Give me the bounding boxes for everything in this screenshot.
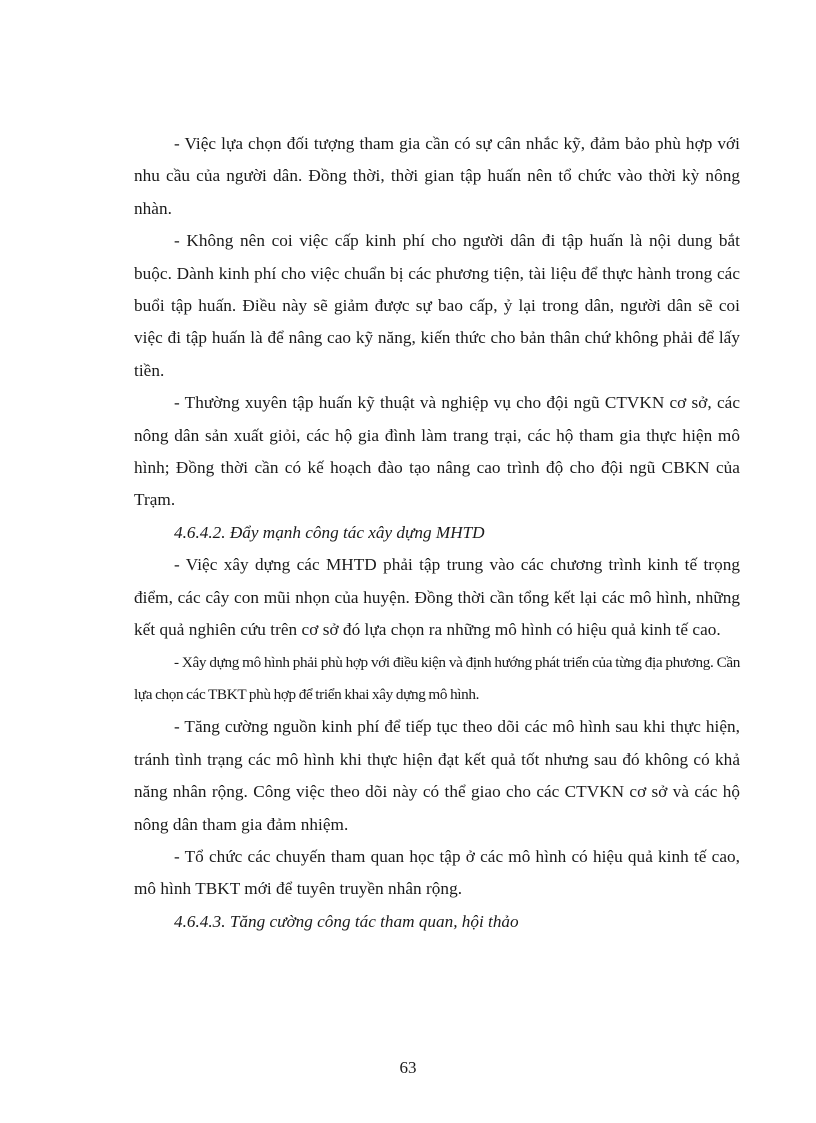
section-heading-4-6-4-3: 4.6.4.3. Tăng cường công tác tham quan, hội thảo [174,911,519,931]
paragraph-model-suitability: - Xây dựng mô hình phải phù hợp với điều kiện và định hướng phát triển của từng địa phương. Cần lựa chọn các TBKT phù hợp để triển khai xây dựng mô hình. [134,653,740,703]
paragraph-regular-training: - Thường xuyên tập huấn kỹ thuật và nghiệp vụ cho đội ngũ CTVKN cơ sở, các nông dân sản xuất giỏi, các hộ gia đình làm trang trại, các hộ tham gia thực hiện mô hình; Đồng thời cần có kế hoạch đào tạo nâng cao trình độ cho đội ngũ CBKN của Trạm. [134,393,740,510]
paragraph-training-funding: - Không nên coi việc cấp kinh phí cho người dân đi tập huấn là nội dung bắt buộc. Dành kinh phí cho việc chuẩn bị các phương tiện, tài liệu để thực hành trong các buổi tập huấn. Điều này sẽ giảm được sự bao cấp, ỷ lại trong dân, người dân sẽ coi việc đi tập huấn là để nâng cao kỹ năng, kiến thức cho bản thân chứ không phải để lấy tiền. [134,231,740,380]
section-heading-4-6-4-2: 4.6.4.2. Đẩy mạnh công tác xây dựng MHTD [174,522,485,542]
paragraph-study-tours: - Tổ chức các chuyến tham quan học tập ở các mô hình có hiệu quả kinh tế cao, mô hình TBKT mới để tuyên truyền nhân rộng. [134,846,740,899]
paragraph-monitoring-funding: - Tăng cường nguồn kinh phí để tiếp tục theo dõi các mô hình sau khi thực hiện, tránh tình trạng các mô hình khi thực hiện đạt kết quả tốt nhưng sau đó không có khả năng nhân rộng. Công việc theo dõi này có thể giao cho các CTVKN cơ sở và các hộ nông dân tham gia đảm nhiệm. [134,717,740,834]
paragraph-participant-selection: - Việc lựa chọn đối tượng tham gia cần có sự cân nhắc kỹ, đảm bảo phù hợp với nhu cầu của người dân. Đồng thời, thời gian tập huấn nên tổ chức vào thời kỳ nông nhàn. [134,134,740,218]
paragraph-model-focus: - Việc xây dựng các MHTD phải tập trung vào các chương trình kinh tế trọng điểm, các cây con mũi nhọn của huyện. Đồng thời cần tổng kết lại các mô hình, những kết quả nghiên cứu trên cơ sở đó lựa chọn ra những mô hình có hiệu quả kinh tế cao. [134,555,740,640]
page-number: 63 [399,1058,417,1077]
document-body [134,128,740,938]
